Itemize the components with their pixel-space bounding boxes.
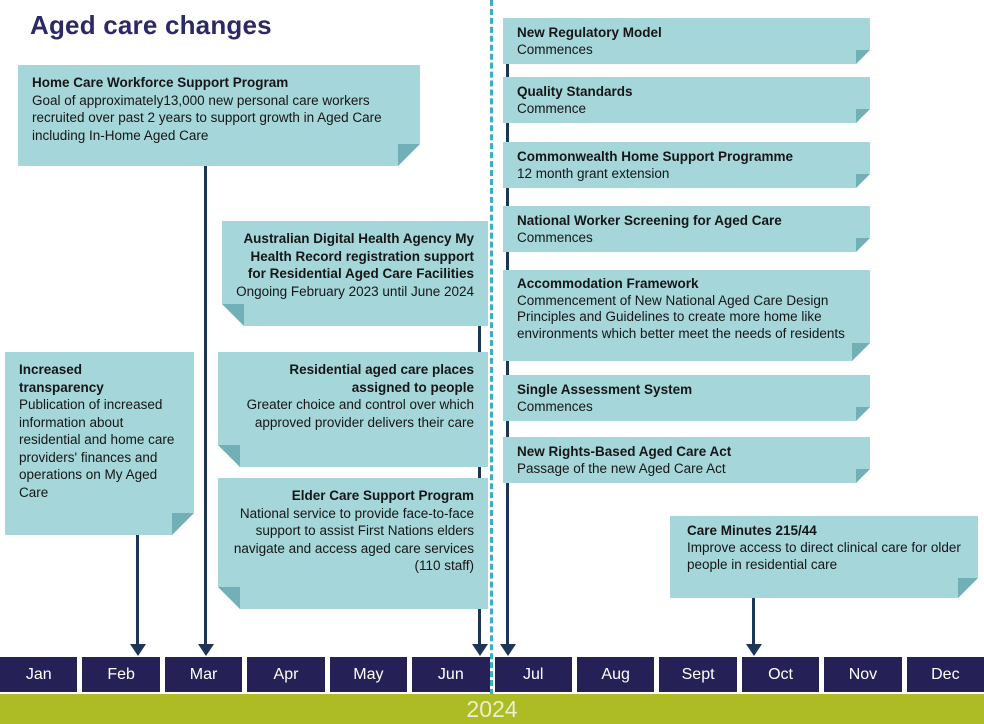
folded-corner-icon — [852, 343, 870, 361]
box-body: National service to provide face-to-face support to assist First Nations elders navigate and access aged care services (110 staff) — [233, 505, 474, 573]
month-oct: Oct — [742, 657, 819, 692]
accommodation-framework-box — [503, 270, 870, 361]
folded-corner-icon — [218, 445, 240, 467]
commonwealth-home-support-box — [503, 142, 870, 188]
box-title: Australian Digital Health Agency My Health Record registration support for Residential Aged Care Facilities — [243, 231, 474, 281]
box-body: Commences — [517, 42, 593, 57]
page-title: Aged care changes — [30, 10, 272, 40]
box-title: National Worker Screening for Aged Care — [517, 213, 782, 228]
box-body: Goal of approximately13,000 new personal care workers recruited over past 2 years to support growth in Aged Care including In-Home Aged Care — [32, 92, 382, 143]
box-title: Increased transparency — [19, 362, 104, 395]
box-body: Commences — [517, 399, 593, 414]
arrow-to-feb — [136, 533, 139, 645]
digital-health-agency-box — [222, 221, 488, 326]
box-title: Residential aged care places assigned to people — [289, 362, 474, 395]
month-jun: Jun — [412, 657, 489, 692]
worker-screening-box — [503, 206, 870, 252]
box-title: Single Assessment System — [517, 382, 693, 397]
box-body: Commence — [517, 101, 587, 116]
box-body: Greater choice and control over which approved provider delivers their care — [246, 397, 474, 430]
box-title: New Rights-Based Aged Care Act — [517, 444, 732, 459]
year-bar: 2024 — [0, 694, 984, 724]
box-body: Commencement of New National Aged Care Design Principles and Guidelines to create more home like environments which better meet the needs of residents — [517, 292, 845, 341]
folded-corner-icon — [856, 109, 870, 123]
folded-corner-icon — [856, 407, 870, 421]
month-sept: Sept — [659, 657, 736, 692]
month-mar: Mar — [165, 657, 242, 692]
folded-corner-icon — [398, 144, 420, 166]
month-aug: Aug — [577, 657, 654, 692]
month-apr: Apr — [247, 657, 324, 692]
box-body: 12 month grant extension — [517, 166, 670, 181]
box-body: Commences — [517, 230, 593, 245]
folded-corner-icon — [856, 469, 870, 483]
box-title: Quality Standards — [517, 84, 633, 99]
month-nov: Nov — [824, 657, 901, 692]
home-care-workforce-box — [18, 65, 420, 166]
arrow-to-oct — [752, 598, 755, 645]
care-minutes-box — [670, 516, 978, 598]
new-regulatory-model-box — [503, 18, 870, 64]
box-title: Care Minutes 215/44 — [687, 523, 817, 538]
month-dec: Dec — [907, 657, 984, 692]
box-title: Commonwealth Home Support Programme — [517, 149, 794, 164]
folded-corner-icon — [856, 50, 870, 64]
box-body: Ongoing February 2023 until June 2024 — [236, 283, 474, 299]
box-body: Passage of the new Aged Care Act — [517, 461, 726, 476]
month-jul: Jul — [495, 657, 572, 692]
folded-corner-icon — [856, 238, 870, 252]
folded-corner-icon — [856, 174, 870, 188]
quality-standards-box — [503, 77, 870, 123]
folded-corner-icon — [958, 578, 978, 598]
box-body: Improve access to direct clinical care for older people in residential care — [687, 540, 961, 572]
month-feb: Feb — [82, 657, 159, 692]
mid-year-dashed-divider — [490, 0, 493, 695]
folded-corner-icon — [222, 304, 244, 326]
box-title: New Regulatory Model — [517, 25, 662, 40]
increased-transparency-box — [5, 352, 194, 535]
box-body: Publication of increased information about residential and home care providers' finances and operations on My Aged Care — [19, 397, 175, 500]
month-jan: Jan — [0, 657, 77, 692]
box-title: Home Care Workforce Support Program — [32, 75, 289, 90]
month-timeline — [0, 657, 984, 692]
elder-care-support-box — [218, 478, 488, 609]
arrow-to-mar — [204, 166, 207, 645]
folded-corner-icon — [172, 513, 194, 535]
residential-places-box — [218, 352, 488, 467]
box-title: Accommodation Framework — [517, 276, 699, 291]
month-may: May — [330, 657, 407, 692]
rights-based-act-box — [503, 437, 870, 483]
box-title: Elder Care Support Program — [291, 488, 474, 503]
folded-corner-icon — [218, 587, 240, 609]
single-assessment-box — [503, 375, 870, 421]
